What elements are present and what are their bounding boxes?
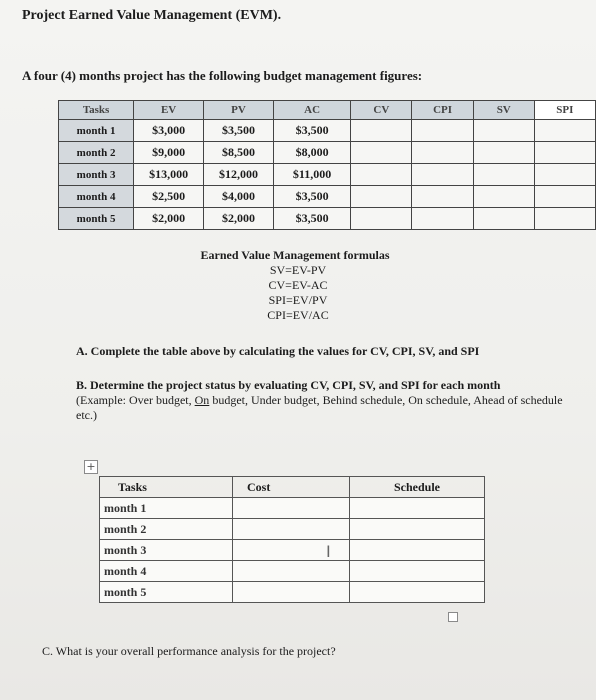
table-row (100, 519, 485, 540)
table-row (100, 498, 485, 519)
status-header-tasks: Tasks (100, 477, 233, 498)
table-row (59, 142, 596, 164)
evm-pv-cell: $8,500 (204, 142, 274, 164)
table-row (59, 208, 596, 230)
formula-cv: CV=EV-AC (268, 278, 328, 292)
evm-sv-cell[interactable] (473, 208, 534, 230)
table-row (59, 186, 596, 208)
table-row (59, 164, 596, 186)
evm-ev-cell: $9,000 (134, 142, 204, 164)
evm-cv-cell[interactable] (351, 208, 412, 230)
evm-task-cell: month 1 (59, 120, 134, 142)
status-table (99, 476, 485, 603)
evm-cv-cell[interactable] (351, 142, 412, 164)
status-task-cell: month 1 (100, 498, 233, 519)
evm-header-pv: PV (204, 101, 274, 120)
evm-spi-cell[interactable] (534, 186, 595, 208)
status-header-cost: Cost (233, 477, 350, 498)
intro-text: A four (4) months project has the following budget management figures: (22, 68, 423, 83)
evm-cpi-cell[interactable] (412, 142, 473, 164)
status-schedule-cell[interactable] (350, 540, 485, 561)
status-header-row (100, 477, 485, 498)
evm-spi-cell[interactable] (534, 164, 595, 186)
formula-spi: SPI=EV/PV (268, 293, 328, 307)
evm-task-cell: month 5 (59, 208, 134, 230)
evm-task-cell: month 4 (59, 186, 134, 208)
text-cursor-icon: I (326, 542, 331, 561)
evm-ev-cell: $2,000 (134, 208, 204, 230)
evm-ac-cell: $8,000 (273, 142, 350, 164)
evm-sv-cell[interactable] (473, 142, 534, 164)
status-cost-cell[interactable] (233, 519, 350, 540)
evm-task-cell: month 2 (59, 142, 134, 164)
evm-cv-cell[interactable] (351, 164, 412, 186)
status-header-schedule: Schedule (350, 477, 485, 498)
table-row (100, 582, 485, 603)
evm-header-ev: EV (134, 101, 204, 120)
evm-spi-cell[interactable] (534, 142, 595, 164)
status-schedule-cell[interactable] (350, 561, 485, 582)
evm-header-spi: SPI (534, 101, 595, 120)
evm-header-cpi: CPI (412, 101, 473, 120)
question-c: C. What is your overall performance analysis for the project? (42, 644, 336, 658)
example-text-start: (Example: Over budget, (76, 393, 195, 407)
evm-task-cell: month 3 (59, 164, 134, 186)
status-schedule-cell[interactable] (350, 498, 485, 519)
evm-cpi-cell[interactable] (412, 186, 473, 208)
evm-pv-cell: $12,000 (204, 164, 274, 186)
formulas-heading: Earned Value Management formulas (200, 248, 390, 262)
status-cost-cell[interactable] (233, 498, 350, 519)
example-on-word: On (194, 393, 210, 407)
table-resize-handle-icon[interactable] (448, 612, 458, 622)
evm-header-cv: CV (351, 101, 412, 120)
evm-header-sv: SV (473, 101, 534, 120)
evm-cpi-cell[interactable] (412, 120, 473, 142)
status-schedule-cell[interactable] (350, 519, 485, 540)
evm-ac-cell: $3,500 (273, 208, 350, 230)
question-b-main: B. Determine the project status by evaluating CV, CPI, SV, and SPI for each month (76, 378, 501, 392)
question-b (76, 378, 576, 423)
evm-sv-cell[interactable] (473, 186, 534, 208)
evm-header-ac: AC (273, 101, 350, 120)
evm-spi-cell[interactable] (534, 208, 595, 230)
formula-cpi: CPI=EV/AC (267, 308, 329, 322)
evm-ac-cell: $11,000 (273, 164, 350, 186)
evm-pv-cell: $3,500 (204, 120, 274, 142)
status-cost-cell[interactable] (233, 582, 350, 603)
status-task-cell: month 5 (100, 582, 233, 603)
document-title: Project Earned Value Management (EVM). (22, 8, 282, 23)
evm-header-tasks: Tasks (59, 101, 134, 120)
evm-ev-cell: $13,000 (134, 164, 204, 186)
evm-ev-cell: $3,000 (134, 120, 204, 142)
evm-ev-cell: $2,500 (134, 186, 204, 208)
status-task-cell: month 4 (100, 561, 233, 582)
table-row (59, 120, 596, 142)
evm-ac-cell: $3,500 (273, 186, 350, 208)
status-schedule-cell[interactable] (350, 582, 485, 603)
status-task-cell: month 2 (100, 519, 233, 540)
table-move-handle-icon[interactable]: + (84, 460, 98, 474)
question-a: A. Complete the table above by calculating the values for CV, CPI, SV, and SPI (76, 344, 480, 358)
evm-pv-cell: $4,000 (204, 186, 274, 208)
status-task-cell: month 3 (100, 540, 233, 561)
table-row (100, 540, 485, 561)
evm-header-row (59, 101, 596, 120)
evm-cv-cell[interactable] (351, 186, 412, 208)
evm-sv-cell[interactable] (473, 120, 534, 142)
evm-spi-cell[interactable] (534, 120, 595, 142)
evm-cv-cell[interactable] (351, 120, 412, 142)
evm-cpi-cell[interactable] (412, 208, 473, 230)
question-b-example (76, 393, 576, 423)
example-text-end: budget, Under budget, Behind schedule, On schedule, Ahead of schedule etc.) (76, 393, 563, 422)
evm-sv-cell[interactable] (473, 164, 534, 186)
status-cost-cell[interactable] (233, 561, 350, 582)
table-row (100, 561, 485, 582)
evm-table (58, 100, 596, 230)
formulas-block (200, 248, 393, 323)
evm-cpi-cell[interactable] (412, 164, 473, 186)
formula-sv: SV=EV-PV (269, 263, 327, 277)
evm-ac-cell: $3,500 (273, 120, 350, 142)
evm-pv-cell: $2,000 (204, 208, 274, 230)
